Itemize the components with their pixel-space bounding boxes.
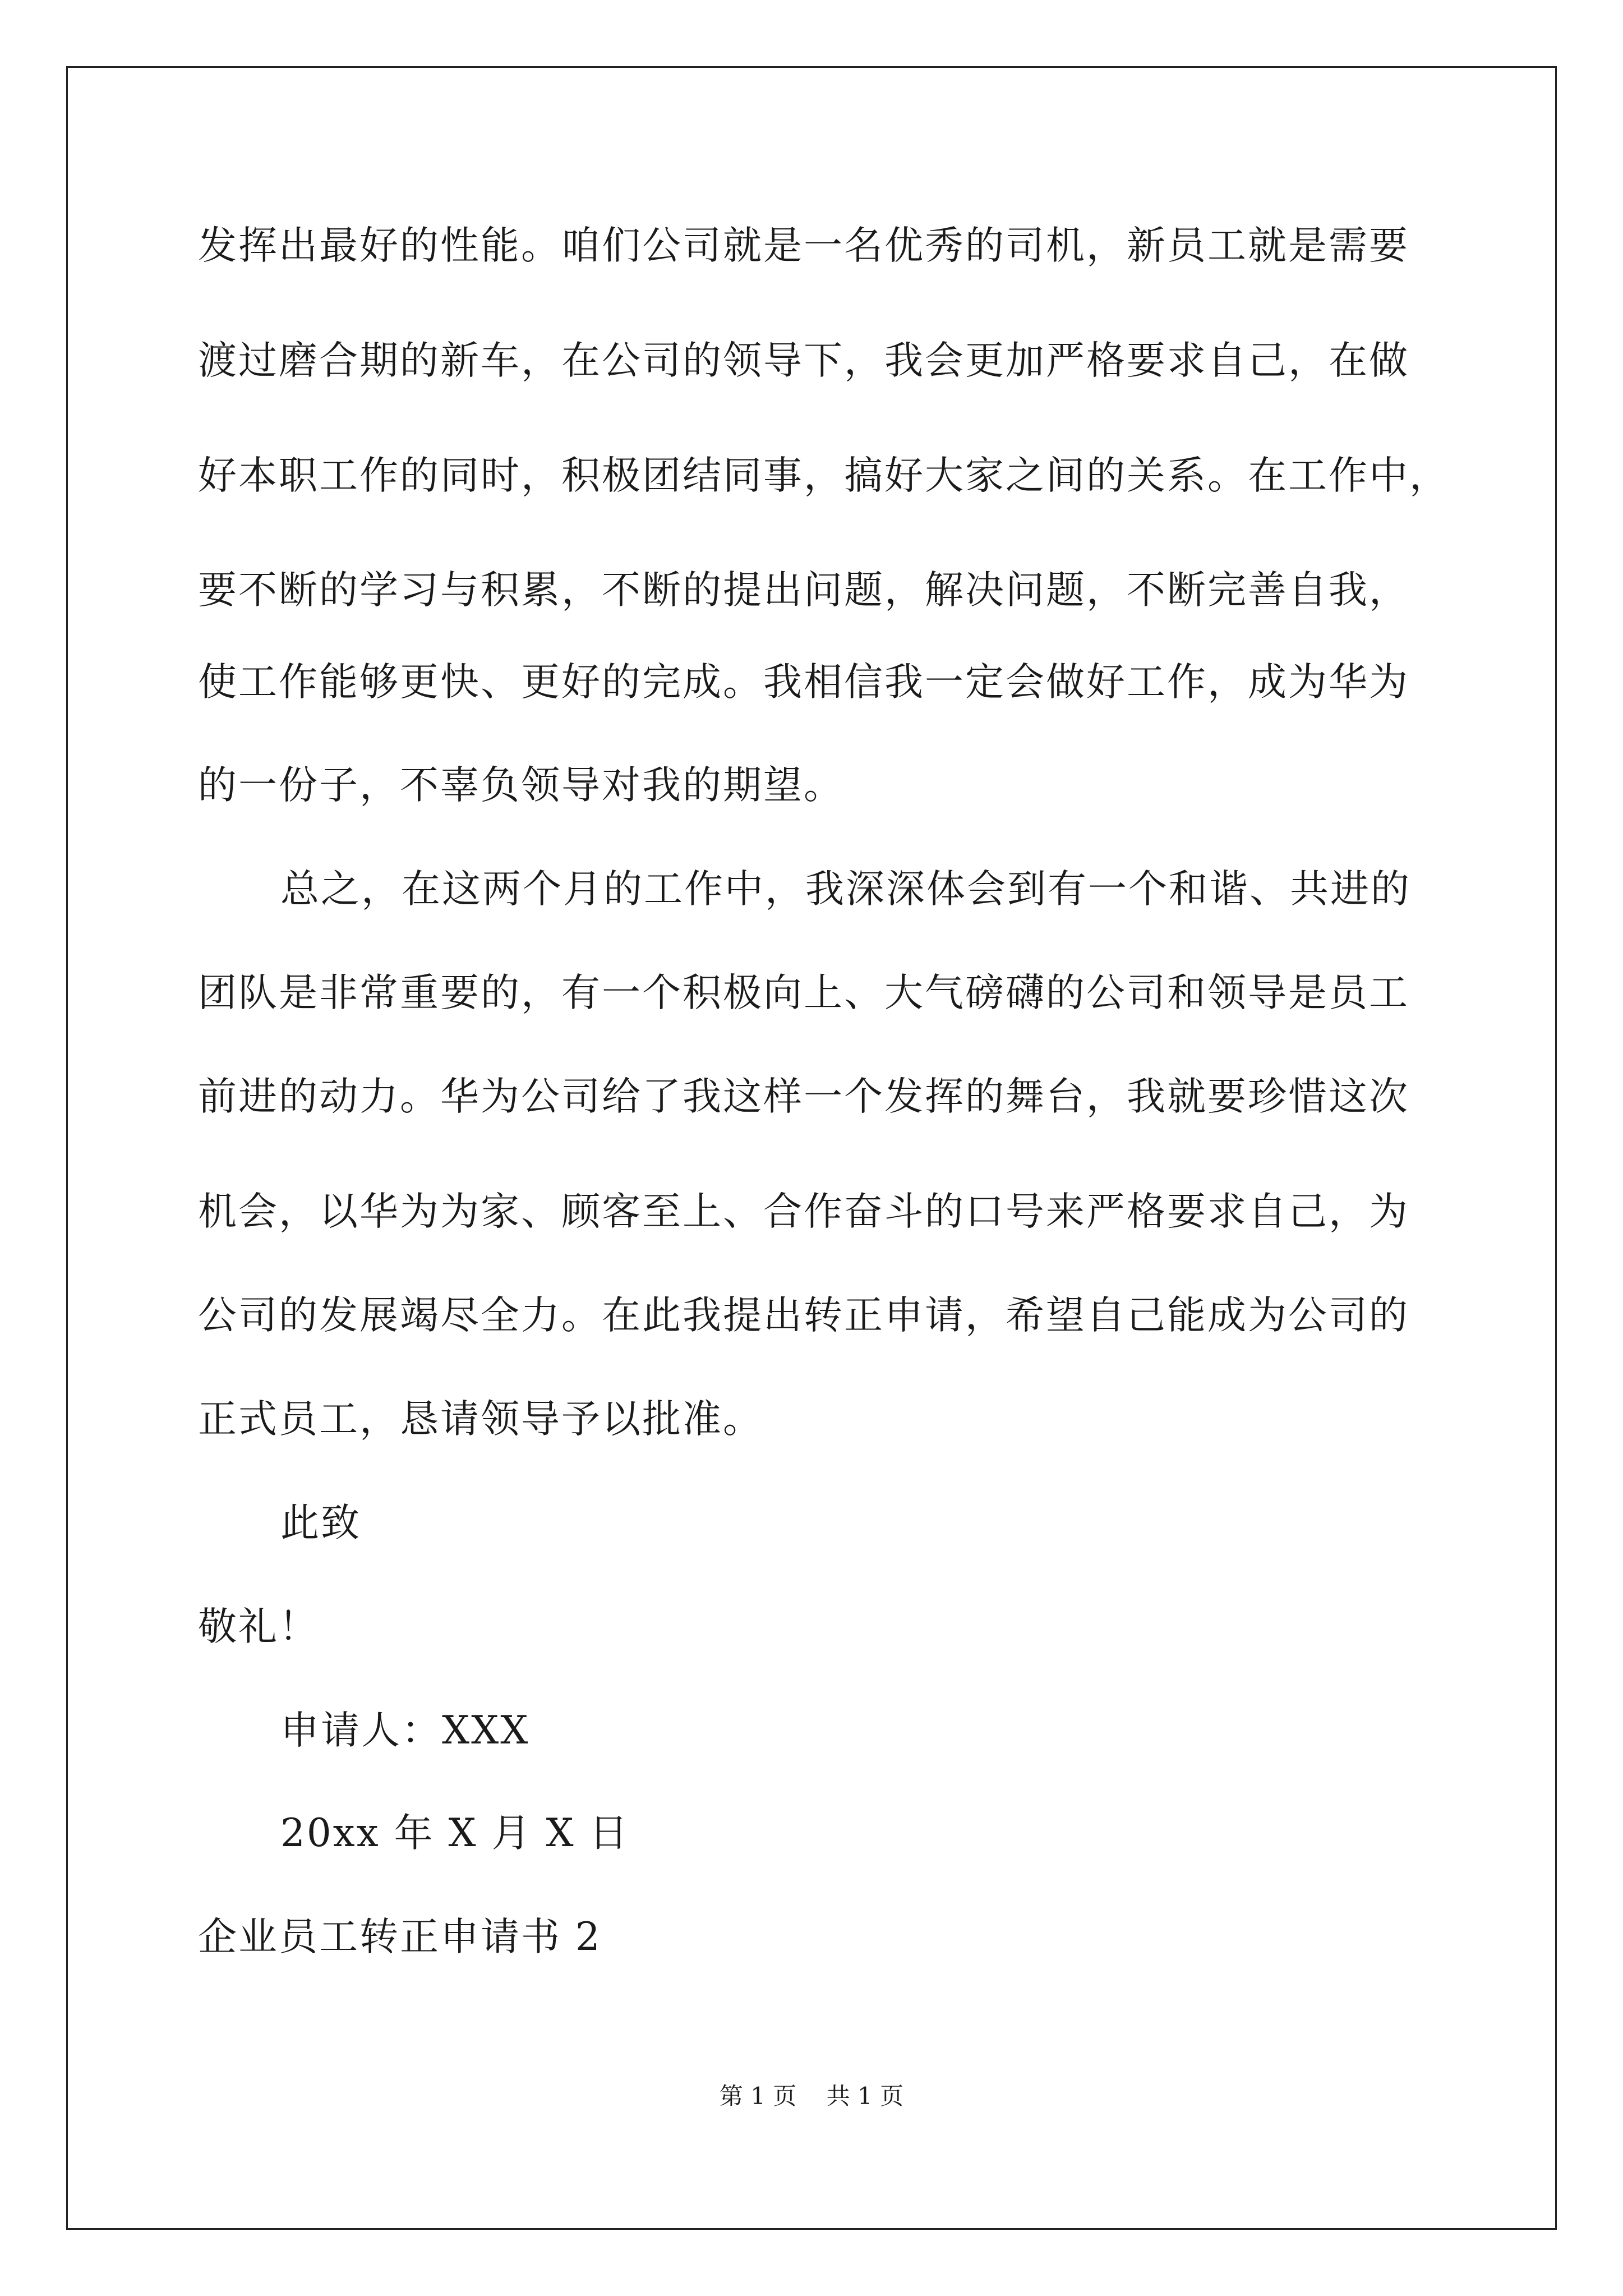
page-footer: 第 1 页 共 1 页 [719,2082,904,2110]
body-line: 前进的动力。华为公司给了我这样一个发挥的舞台，我就要珍惜这次 [198,1074,1409,1119]
body-line: 机会，以华为为家、顾客至上、合作奋斗的口号来严格要求自己，为 [198,1189,1409,1234]
date: 20xx 年 X 月 X 日 [280,1811,630,1856]
body-line: 使工作能够更快、更好的完成。我相信我一定会做好工作，成为华为 [198,660,1409,705]
page-border [66,66,1557,2230]
paragraph-start-line: 总之，在这两个月的工作中，我深深体会到有一个和谐、共进的 [280,867,1411,912]
body-line: 公司的发展竭尽全力。在此我提出转正申请，希望自己能成为公司的 [198,1293,1409,1338]
body-line: 团队是非常重要的，有一个积极向上、大气磅礴的公司和领导是员工 [198,970,1409,1015]
applicant: 申请人：XXX [280,1708,530,1753]
closing: 敬礼！ [198,1604,319,1649]
section-title: 企业员工转正申请书 2 [198,1915,602,1959]
body-line: 发挥出最好的性能。咱们公司就是一名优秀的司机，新员工就是需要 [198,223,1409,268]
body-line: 要不断的学习与积累，不断的提出问题，解决问题，不断完善自我， [198,568,1409,613]
body-line: 好本职工作的同时，积极团结同事，搞好大家之间的关系。在工作中， [198,453,1450,498]
body-line: 正式员工，恳请领导予以批准。 [198,1397,763,1442]
salutation: 此致 [280,1501,361,1545]
body-line: 渡过磨合期的新车，在公司的领导下，我会更加严格要求自己，在做 [198,338,1409,383]
body-line: 的一份子，不辜负领导对我的期望。 [198,763,844,808]
